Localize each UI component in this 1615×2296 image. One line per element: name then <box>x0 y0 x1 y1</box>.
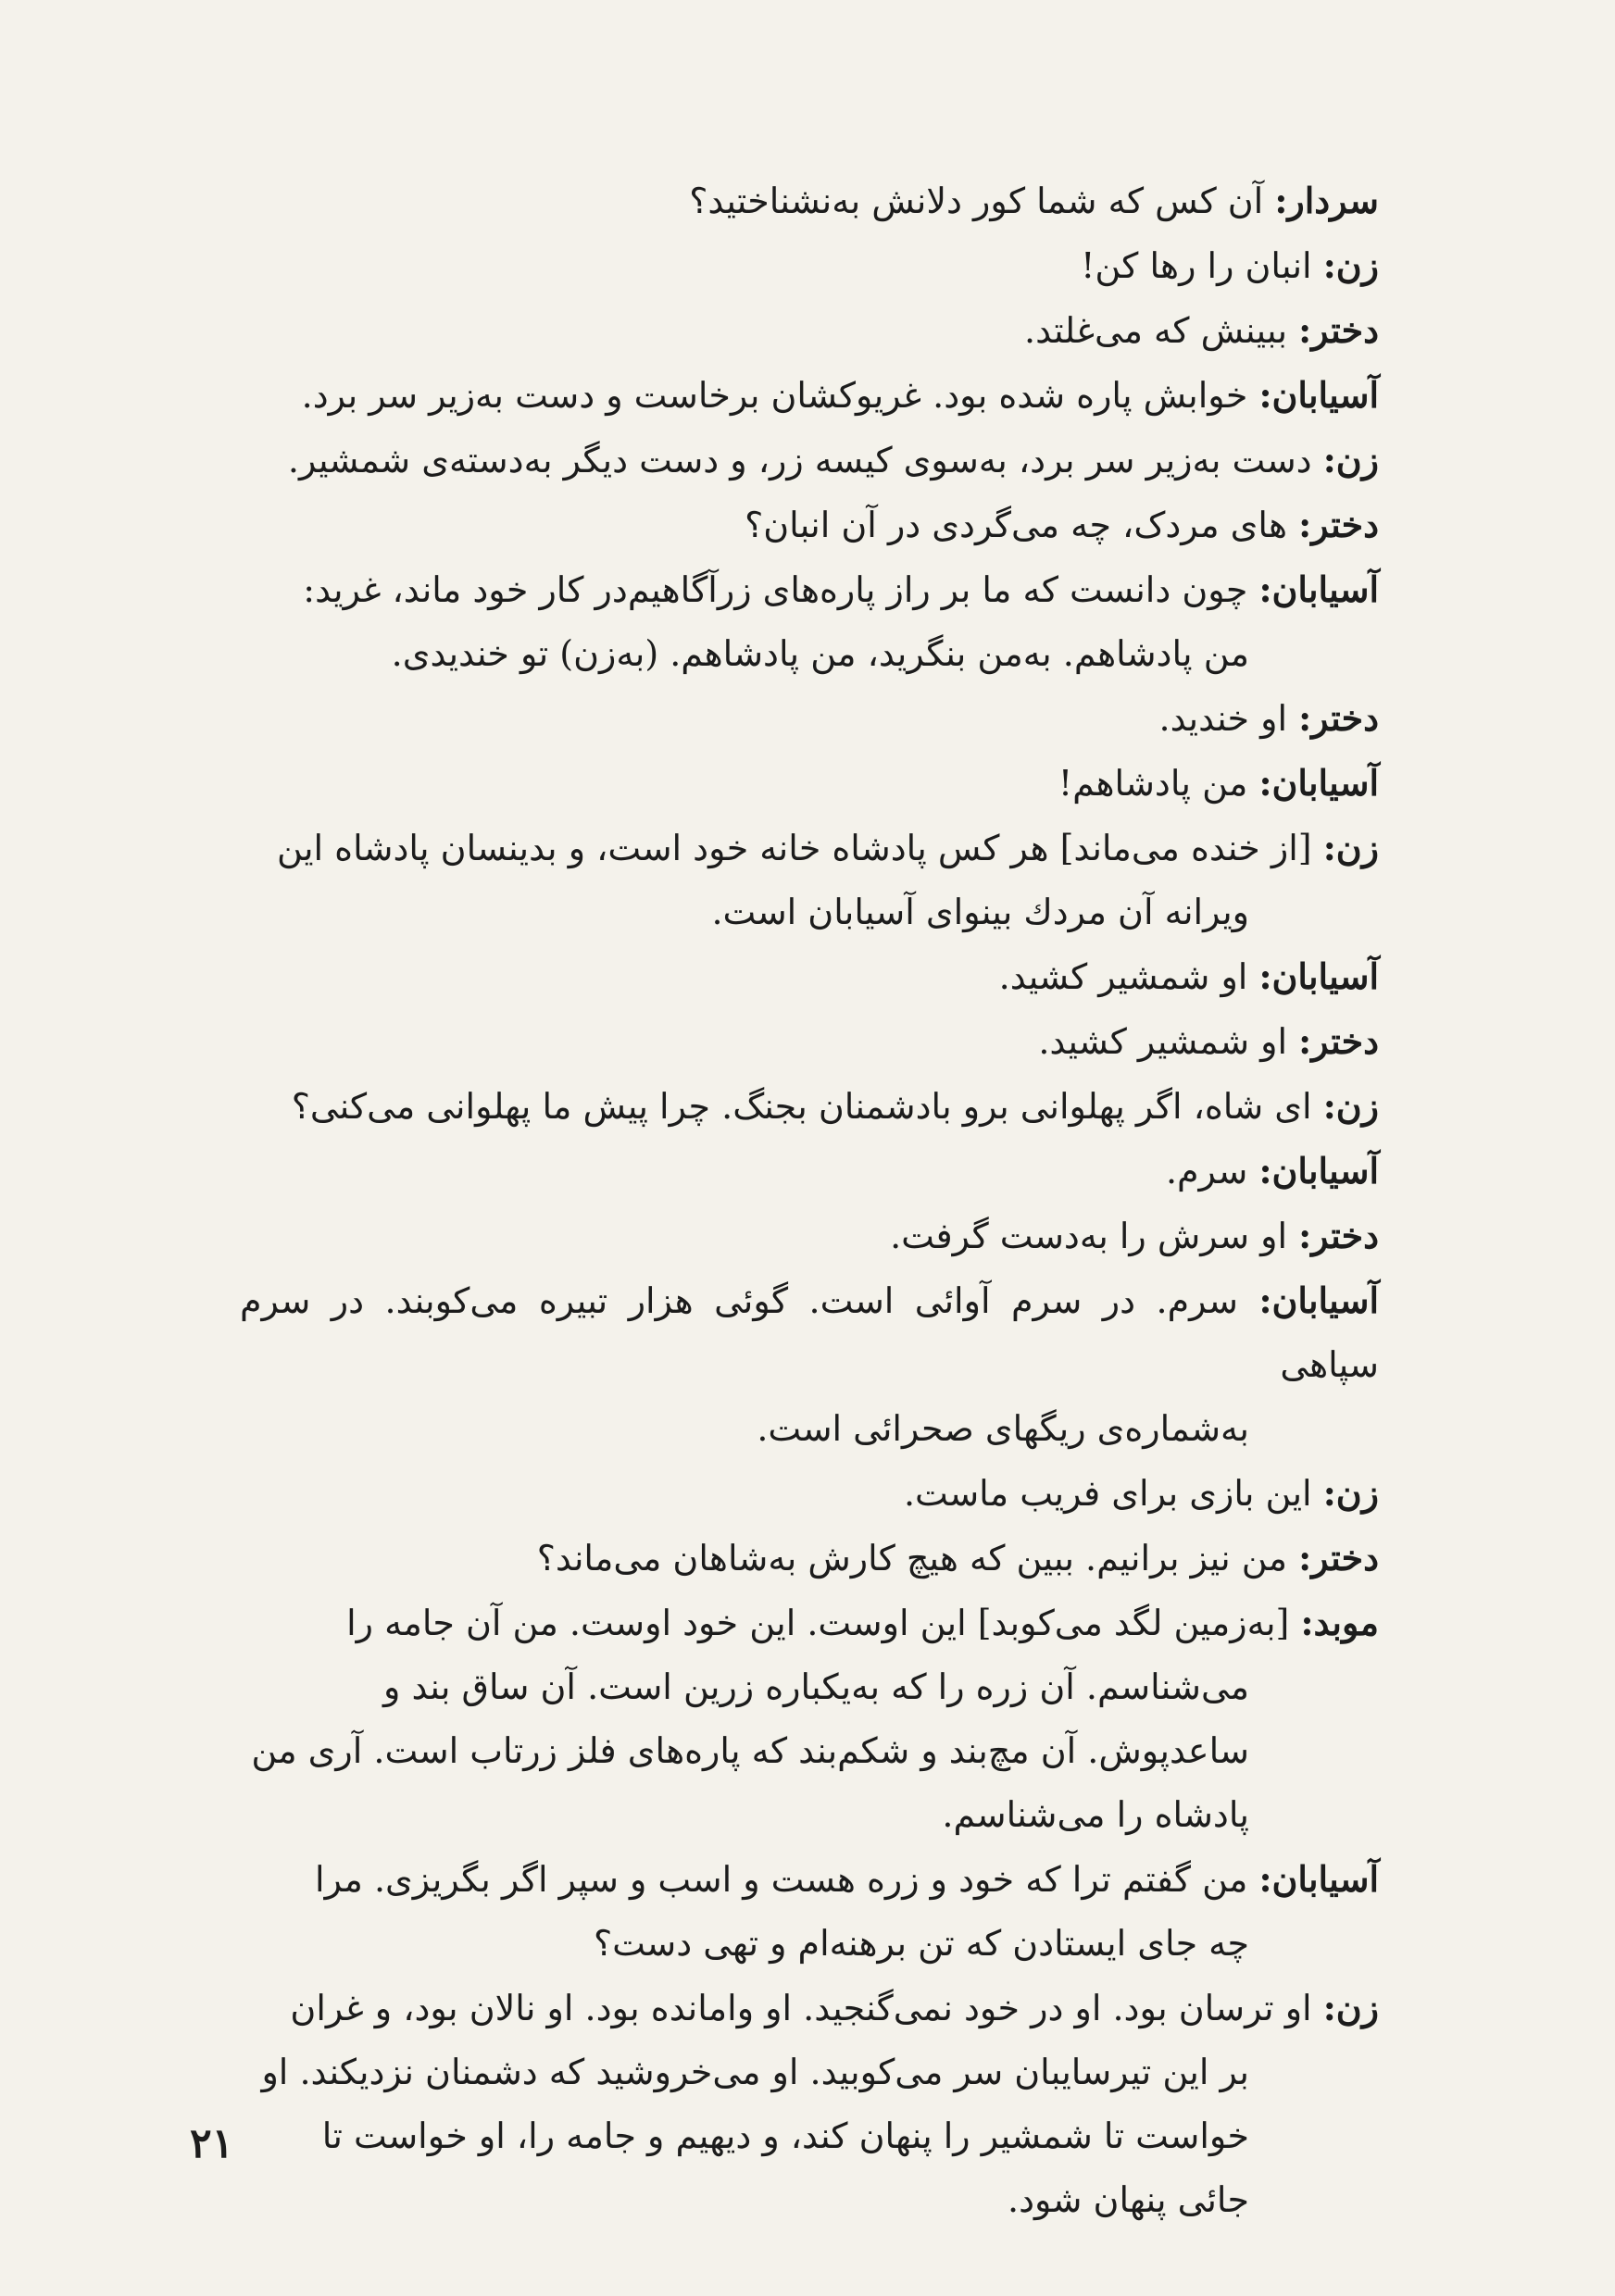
dialogue-line: ای شاه، اگر پهلوانی برو بادشمنان بجنگ. چرا پیش ما پهلوانی می‌کنی؟ <box>291 1086 1312 1127</box>
dialogue-paragraph <box>240 944 1379 1009</box>
speaker-label: آسیابان: <box>1258 374 1379 416</box>
dialogue-line: [از خنده می‌ماند] هر کس پادشاه خانه خود است، و بدینسان پادشاه این <box>277 828 1312 868</box>
dialogue-line: انبان را رها کن! <box>1081 245 1312 286</box>
dialogue-paragraph <box>240 1461 1379 1526</box>
dialogue-paragraph <box>240 1591 1379 1847</box>
speaker-label: دختر: <box>1298 697 1379 739</box>
dialogue-line: سرم. در سرم آوائی است. گوئی هزار تبیره می‌کوبند. در سرم سپاهی <box>240 1280 1379 1385</box>
speaker-label: موبد: <box>1300 1602 1379 1643</box>
dialogue-paragraph <box>240 686 1379 751</box>
speaker-label: آسیابان: <box>1258 1279 1379 1321</box>
dialogue-continuation-line: بر این تیرسایبان سر می‌کوبید. او می‌خروشید که دشمنان نزدیکند. او <box>261 2052 1249 2092</box>
dialogue-continuation-line: چه جای ایستادن که تن برهنه‌ام و تهی دست؟ <box>593 1923 1249 1964</box>
speaker-label: آسیابان: <box>1258 1858 1379 1900</box>
dialogue-paragraph <box>240 363 1379 428</box>
dialogue-paragraph <box>240 233 1379 298</box>
dialogue-continuation-line: جائی پنهان شود. <box>1008 2179 1249 2220</box>
speaker-label: آسیابان: <box>1258 568 1379 610</box>
dialogue-line: سرم. <box>1165 1151 1248 1192</box>
dialogue-paragraph <box>240 557 1379 686</box>
speaker-label: زن: <box>1322 1987 1379 2028</box>
dialogue-line: او شمشیر کشید. <box>1038 1021 1288 1062</box>
dialogue-paragraph <box>240 1976 1379 2232</box>
dialogue-line: آن کس که شما کور دلانش به‌نشناختید؟ <box>689 181 1264 221</box>
dialogue-line: من نیز برانیم. ببین که هیچ کارش به‌شاهان می‌ماند؟ <box>536 1538 1288 1578</box>
dialogue-line: من پادشاهم! <box>1058 763 1248 804</box>
dialogue-line: من گفتم ترا که خود و زره هست و اسب و سپر اگر بگریزی. مرا <box>315 1859 1248 1900</box>
speaker-label: آسیابان: <box>1258 762 1379 804</box>
dialogue-continuation-line: به‌شماره‌ی ریگهای صحرائی است. <box>757 1408 1249 1449</box>
dialogue-line: او خندید. <box>1158 698 1288 739</box>
dialogue-line: چون دانست که ما بر راز پاره‌های زرآگاهیم‌در کار خود ماند، غرید: <box>303 569 1248 610</box>
dialogue-line: خوابش پاره شده بود. غریوکشان برخاست و دست به‌زیر سر برد. <box>301 375 1248 416</box>
speaker-label: زن: <box>1322 827 1379 868</box>
dialogue-line: دست به‌زیر سر برد، به‌سوی کیسه زر، و دست دیگر به‌دسته‌ی شمشیر. <box>287 440 1312 480</box>
dialogue-continuation-line: من پادشاهم. به‌من بنگرید، من پادشاهم. (به‌زن) تو خندیدی. <box>391 633 1249 674</box>
dialogue-paragraph <box>240 493 1379 557</box>
dialogue-paragraph <box>240 1268 1379 1461</box>
speaker-label: دختر: <box>1298 1215 1379 1256</box>
dialogue-continuation-line: ویرانه آن مردك بینوای آسیابان است. <box>711 892 1249 932</box>
speaker-label: دختر: <box>1298 1020 1379 1062</box>
dialogue-paragraph <box>240 1204 1379 1268</box>
dialogue-line: این بازی برای فریب ماست. <box>903 1473 1312 1514</box>
dialogue-line: ببینش که می‌غلتد. <box>1024 310 1288 351</box>
dialogue-paragraph <box>240 428 1379 493</box>
speaker-label: زن: <box>1322 244 1379 286</box>
dialogue-paragraph <box>240 1139 1379 1204</box>
dialogue-text <box>240 168 1379 2232</box>
dialogue-paragraph <box>240 751 1379 816</box>
dialogue-continuation-line: می‌شناسم. آن زره را که به‌یکباره زرین است. آن ساق بند و <box>383 1666 1249 1707</box>
dialogue-line: او شمشیر کشید. <box>998 956 1248 997</box>
speaker-label: دختر: <box>1298 504 1379 545</box>
dialogue-continuation-line: پادشاه را می‌شناسم. <box>942 1794 1249 1835</box>
speaker-label: آسیابان: <box>1258 1150 1379 1192</box>
speaker-label: دختر: <box>1298 309 1379 351</box>
dialogue-paragraph <box>240 298 1379 363</box>
dialogue-continuation-line: خواست تا شمشیر را پنهان کند، و دیهیم و جامه را، او خواست تا <box>321 2115 1249 2156</box>
speaker-label: زن: <box>1322 1085 1379 1127</box>
dialogue-paragraph <box>240 168 1379 233</box>
speaker-label: دختر: <box>1298 1537 1379 1578</box>
speaker-label: سردار: <box>1274 180 1379 221</box>
dialogue-continuation-line: ساعدپوش. آن مچ‌بند و شکم‌بند که پاره‌های فلز زرتاب است. آری من <box>251 1730 1249 1771</box>
dialogue-line: او سرش را به‌دست گرفت. <box>890 1216 1288 1256</box>
speaker-label: زن: <box>1322 439 1379 480</box>
dialogue-paragraph <box>240 1009 1379 1074</box>
dialogue-paragraph <box>240 1847 1379 1976</box>
page-number: ۲۱ <box>190 2120 234 2167</box>
dialogue-paragraph <box>240 1526 1379 1591</box>
dialogue-paragraph <box>240 816 1379 944</box>
speaker-label: آسیابان: <box>1258 955 1379 997</box>
dialogue-line: او ترسان بود. او در خود نمی‌گنجید. او وامانده بود. او نالان بود، و غران <box>290 1988 1312 2028</box>
dialogue-paragraph <box>240 1074 1379 1139</box>
dialogue-line: های مردک، چه می‌گردی در آن انبان؟ <box>745 505 1288 545</box>
dialogue-line: [به‌زمین لگد می‌کوبد] این اوست. این خود اوست. من آن جامه را <box>346 1603 1290 1643</box>
speaker-label: زن: <box>1322 1472 1379 1514</box>
